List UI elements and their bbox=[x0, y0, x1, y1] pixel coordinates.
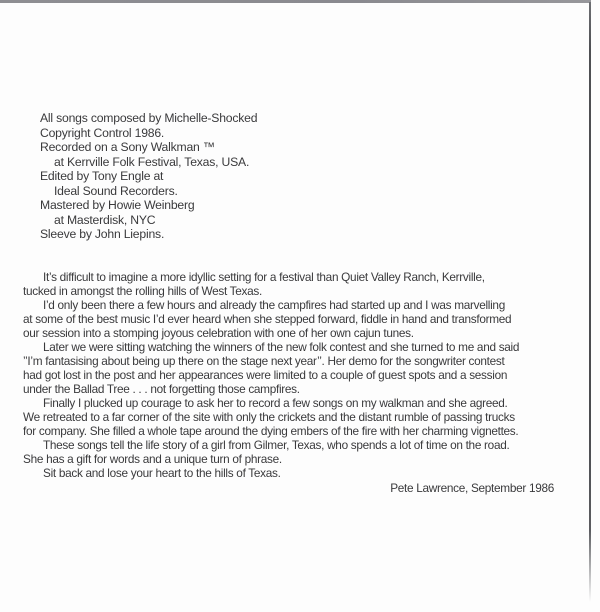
credit-line-recorded: Recorded on a Sony Walkman ™ bbox=[40, 140, 215, 154]
notes-line: It’s difficult to imagine a more idyllic setting for a festival than Quiet Valley Ranch, Kerrville, bbox=[43, 270, 485, 284]
scan-edge-top-strip bbox=[0, 0, 591, 3]
signature-line: Pete Lawrence, September 1986 bbox=[390, 480, 554, 495]
credit-line-edited-studio: Ideal Sound Recorders. bbox=[54, 183, 178, 198]
notes-line: I’d only been there a few hours and already the campfires had started up and I was marvelling bbox=[43, 298, 505, 312]
notes-line: had got lost in the post and her appearances were limited to a couple of guest spots and a session bbox=[23, 368, 508, 382]
credit-line-recorded-location: at Kerrville Folk Festival, Texas, USA. bbox=[54, 154, 250, 169]
credit-line-mastered-studio: at Masterdisk, NYC bbox=[54, 212, 156, 227]
paragraph-setting bbox=[23, 270, 577, 298]
notes-line: ’’I’m fantasising about being up there on the stage next year’’. Her demo for the songwriter contest bbox=[23, 354, 505, 368]
credits-block bbox=[40, 111, 257, 242]
paragraph-folk-contest bbox=[23, 340, 577, 396]
liner-notes-block bbox=[23, 270, 577, 495]
notes-line: Later we were sitting watching the winners of the new folk contest and she turned to me and said bbox=[43, 340, 520, 354]
notes-line: She has a gift for words and a unique turn of phrase. bbox=[23, 452, 282, 466]
notes-line: for company. She filled a whole tape around the dying embers of the fire with her charming vignettes. bbox=[23, 424, 519, 438]
credit-line-copyright: Copyright Control 1986. bbox=[40, 125, 165, 140]
notes-line: Finally I plucked up courage to ask her to record a few songs on my walkman and she agreed. bbox=[43, 396, 508, 410]
credit-line-composer: All songs composed by Michelle-Shocked bbox=[40, 111, 258, 125]
credit-line-mastered: Mastered by Howie Weinberg bbox=[40, 198, 195, 212]
paragraph-recording bbox=[23, 396, 577, 438]
notes-line: Sit back and lose your heart to the hills of Texas. bbox=[43, 466, 281, 480]
notes-line: tucked in amongst the rolling hills of West Texas. bbox=[23, 284, 262, 298]
notes-line: under the Ballad Tree . . . not forgetting those campfires. bbox=[23, 382, 300, 396]
notes-line: our session into a stomping joyous celebration with one of her own cajun tunes. bbox=[23, 326, 414, 340]
paragraph-closing bbox=[23, 466, 577, 480]
notes-line: These songs tell the life story of a girl from Gilmer, Texas, who spends a lot of time on the road. bbox=[43, 438, 510, 452]
credit-line-edited: Edited by Tony Engle at bbox=[40, 169, 164, 183]
notes-line: We retreated to a far corner of the site with only the crickets and the distant rumble of passing trucks bbox=[23, 410, 515, 424]
notes-line: at some of the best music I’d ever heard when she stepped forward, fiddle in hand and transformed bbox=[23, 312, 512, 326]
credit-line-sleeve: Sleeve by John Liepins. bbox=[40, 227, 165, 241]
scan-edge-right-line bbox=[589, 2, 591, 602]
paragraph-life-story bbox=[23, 438, 577, 466]
paragraph-campfires bbox=[23, 298, 577, 340]
